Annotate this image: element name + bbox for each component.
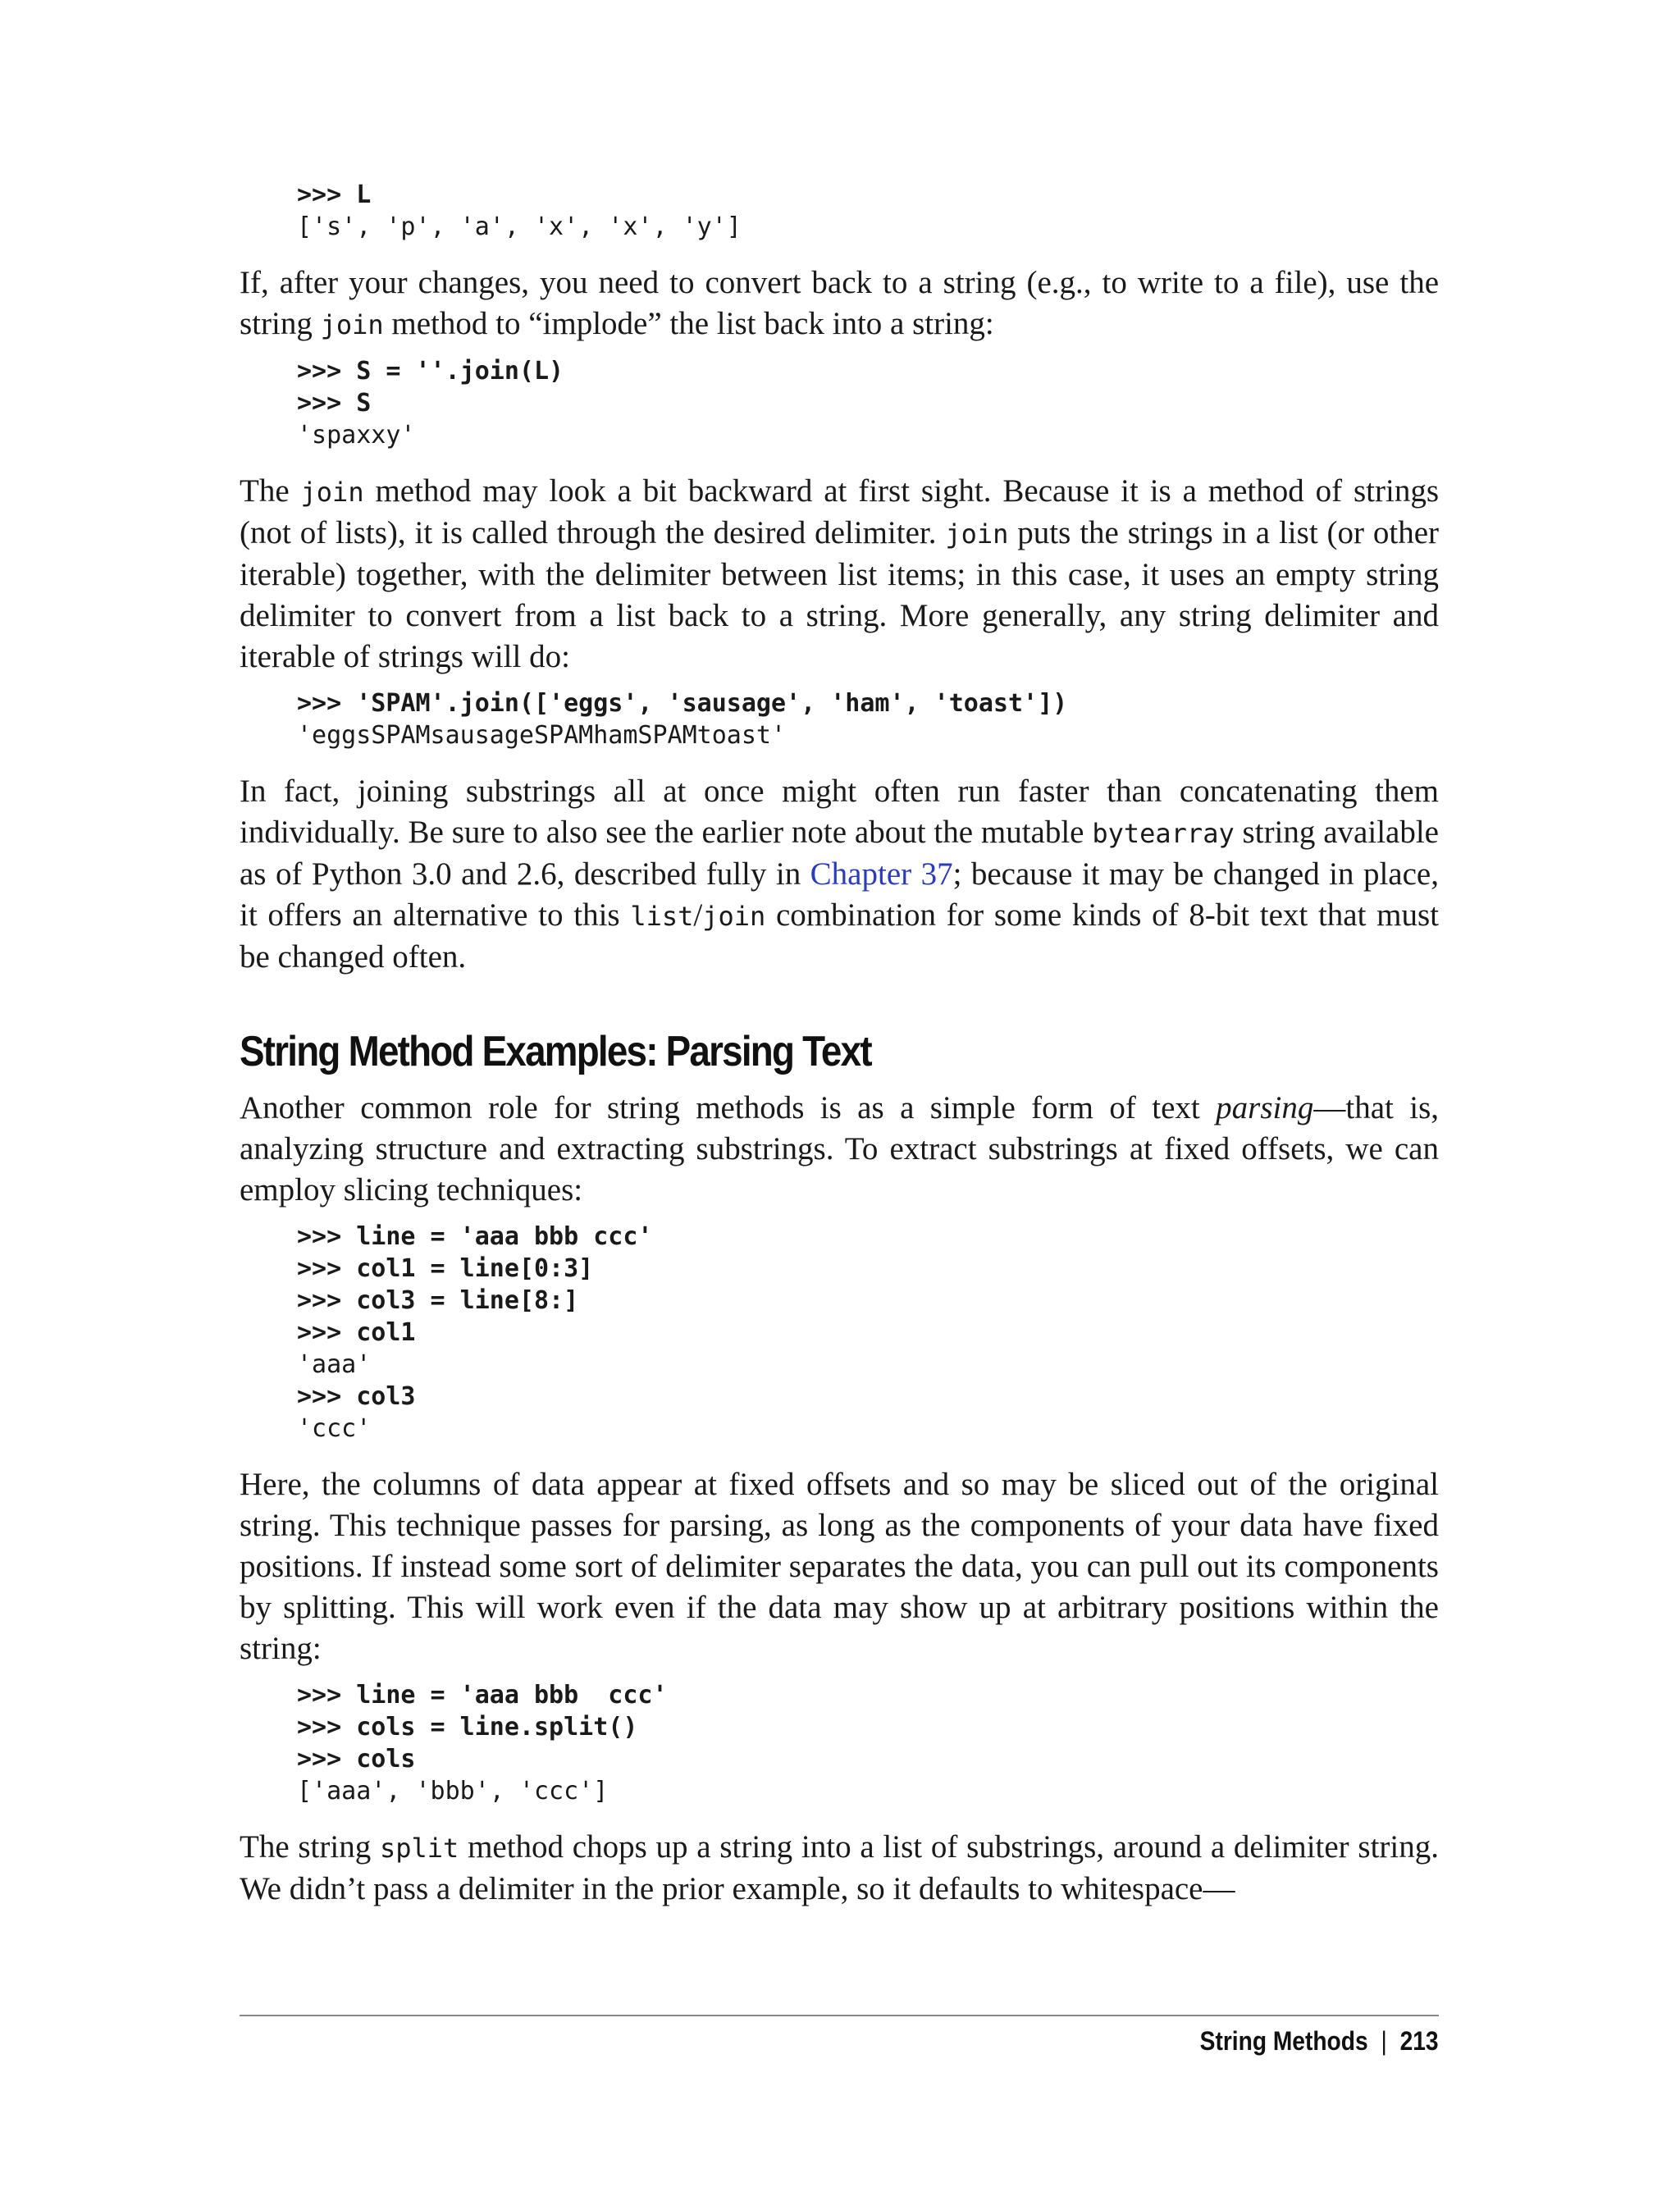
emphasis-parsing: parsing	[1216, 1090, 1314, 1125]
inline-code: join	[945, 518, 1009, 550]
code-block-slicing	[297, 1221, 1439, 1445]
footer-separator: |	[1381, 2026, 1388, 2056]
code-block-split	[297, 1679, 1439, 1807]
code-line: 'aaa'	[297, 1350, 372, 1379]
code-line: >>> 'SPAM'.join(['eggs', 'sausage', 'ham', 'toast'])	[297, 689, 1068, 718]
code-block-list-output	[297, 179, 1439, 243]
code-block-join	[297, 355, 1439, 451]
page-footer	[1200, 2026, 1439, 2057]
code-line: 'ccc'	[297, 1414, 372, 1443]
paragraph-join-explained: The join method may look a bit backward at first sight. Because it is a method of strings (not of lists), it is called through the desired delimiter. join puts the strings in a list (or other iterable) together, with the delimiter between list items; in this case, it uses an empty string delimiter to convert from a list back to a string. More generally, any string delimiter and iterable of strings will do:	[240, 473, 1440, 674]
code-line: >>> cols	[297, 1745, 416, 1774]
inline-code: join	[320, 309, 384, 340]
code-line: 'spaxxy'	[297, 421, 416, 450]
code-line: ['aaa', 'bbb', 'ccc']	[297, 1777, 609, 1806]
inline-code: join	[702, 901, 766, 932]
inline-code: join	[300, 477, 364, 508]
code-line: >>> col1 = line[0:3]	[297, 1254, 594, 1283]
book-page	[240, 0, 1439, 1910]
code-line: >>> col1	[297, 1318, 416, 1347]
code-line: >>> line = 'aaa bbb ccc'	[297, 1681, 668, 1710]
code-line: >>> cols = line.split()	[297, 1713, 638, 1742]
paragraph-bytearray-note: In fact, joining substrings all at once might often run faster than concatenating them individually. Be sure to also see the earlier note about the mutable bytearray string available as of Python 3.0 and 2.6, described fully in Chapter 37; because it may be changed in place, it offers an alternative to this list/join combination for some kinds of 8-bit text that must be changed often.	[240, 774, 1439, 975]
code-line: ['s', 'p', 'a', 'x', 'x', 'y']	[297, 212, 742, 241]
code-line: 'eggsSPAMsausageSPAMhamSPAMtoast'	[297, 721, 787, 750]
chapter-37-link[interactable]: Chapter 37	[810, 856, 953, 892]
paragraph-join-intro: If, after your changes, you need to convert back to a string (e.g., to write to a file), use the string join method to “implode” the list back into a string:	[240, 265, 1439, 341]
paragraph-fixed-offsets: Here, the columns of data appear at fixed offsets and so may be sliced out of the original string. This technique passes for parsing, as long as the components of your data have fixed positions. If instead some sort of delimiter separates the data, you can pull out its components by splitting. This will work even if the data may show up at arbitrary positions within the string:	[240, 1467, 1439, 1666]
paragraph-split-method: The string split method chops up a string into a list of substrings, around a delimiter string. We didn’t pass a delimiter in the prior example, so it defaults to whitespace—	[240, 1829, 1440, 1906]
inline-code: bytearray	[1092, 818, 1235, 849]
paragraph-parsing-intro: Another common role for string methods is as a simple form of text parsing—that is, analyzing structure and extracting substrings. To extract substrings at fixed offsets, we can employ slicing techniques:	[240, 1090, 1440, 1208]
code-line: >>> L	[297, 180, 372, 209]
page-number: 213	[1400, 2026, 1439, 2056]
inline-code: split	[379, 1833, 459, 1864]
inline-code: list	[630, 901, 694, 932]
footer-section-title: String Methods	[1200, 2026, 1369, 2056]
code-line: >>> line = 'aaa bbb ccc'	[297, 1222, 653, 1251]
section-heading: String Method Examples: Parsing Text	[240, 1028, 871, 1075]
code-line: >>> col3 = line[8:]	[297, 1286, 579, 1315]
footer-rule	[240, 2015, 1439, 2016]
code-block-spam-join	[297, 687, 1439, 751]
code-line: >>> col3	[297, 1382, 416, 1411]
code-line: >>> S = ''.join(L)	[297, 357, 564, 386]
code-line: >>> S	[297, 389, 372, 418]
